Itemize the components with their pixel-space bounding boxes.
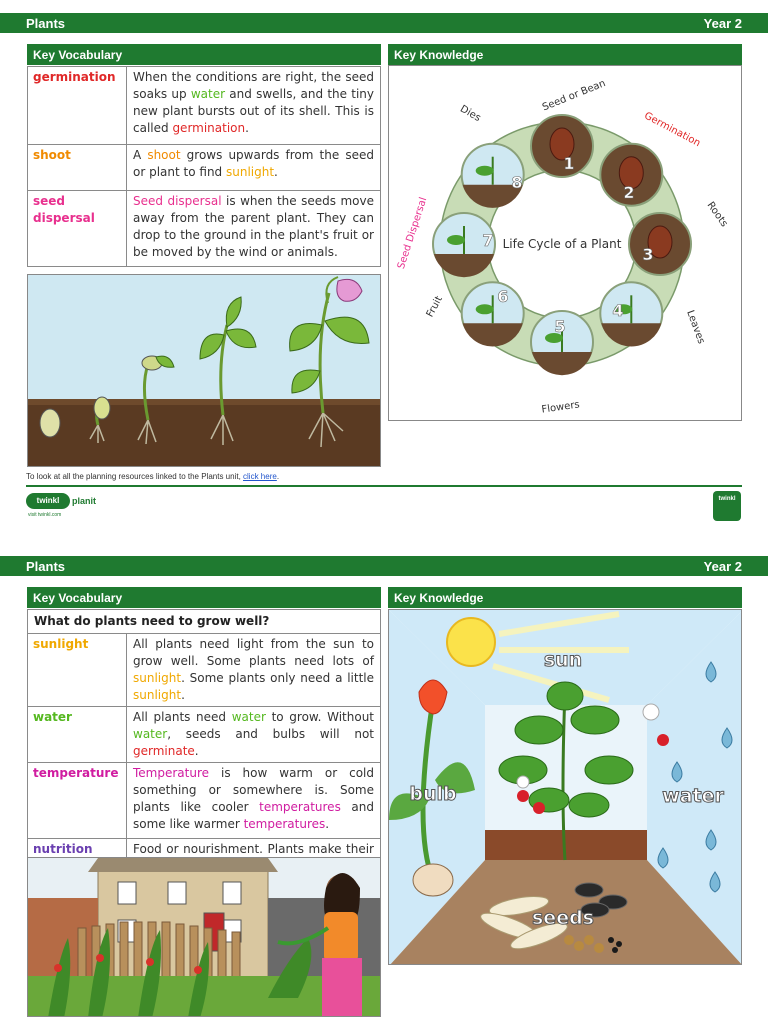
table-row <box>28 191 381 267</box>
def-highlight: temperatures <box>259 800 341 814</box>
germination-illustration <box>27 274 381 467</box>
def-text: to grow. Without <box>265 710 374 724</box>
term-nutrition: nutrition <box>28 839 127 881</box>
def-seed-dispersal <box>127 191 381 267</box>
table-row <box>28 610 381 634</box>
need-label-water: water <box>662 785 724 807</box>
table-row <box>28 763 381 839</box>
def-text: . <box>274 165 278 179</box>
term-temperature: temperature <box>28 763 127 839</box>
stage-image-6 <box>462 282 524 346</box>
term-seed-dispersal: seed dispersal <box>28 191 127 267</box>
table-row <box>28 707 381 763</box>
stage-label-3: Roots <box>704 199 730 230</box>
page2-knowledge-heading: Key Knowledge <box>388 587 742 608</box>
def-shoot <box>127 145 381 191</box>
page2-vocab-heading: Key Vocabulary <box>27 587 381 608</box>
def-germination <box>127 67 381 145</box>
def-highlight: sunlight <box>133 671 182 685</box>
def-text: and swells, and the tiny new plant bursts out of its shell. This is called <box>133 87 374 135</box>
page2-title: Plants <box>26 558 66 574</box>
def-text: is how warm or cold something or somewhere is. Some plants like cooler <box>133 766 374 814</box>
def-text: is when the seeds move away from the parent plant. They can drop to the ground in the plant's fruit or be moved by the wind or animals. <box>133 194 374 259</box>
badge-text: twinkl <box>718 496 736 502</box>
life-cycle-diagram <box>388 65 742 421</box>
planit-wordmark: planit <box>72 496 96 506</box>
stage-label-2: Germination <box>642 110 703 150</box>
def-text: . Some plants only need a little <box>181 671 374 685</box>
stage-number-7: 7 <box>482 231 494 250</box>
stage-label-7: Seed Dispersal <box>395 196 430 271</box>
footer-rule <box>26 485 742 487</box>
page1-vocab-heading: Key Vocabulary <box>27 44 381 65</box>
cycle-center-label: Life Cycle of a Plant <box>502 237 622 251</box>
def-highlight: germination <box>172 121 246 135</box>
def-highlight: sunlight <box>133 688 182 702</box>
stage-label-6: Fruit <box>424 294 445 320</box>
def-highlight: Temperature <box>133 766 210 780</box>
stage-label-5: Flowers <box>540 399 581 416</box>
page1-header-bar <box>0 13 768 33</box>
page1-year: Year 2 <box>703 15 742 31</box>
garden-scene-svg <box>28 858 381 1017</box>
footnote-end: . <box>276 472 280 481</box>
garden-illustration <box>27 857 381 1017</box>
need-label-bulb: bulb <box>409 783 457 805</box>
def-highlight: water <box>190 87 226 101</box>
stage-number-1: 1 <box>563 154 575 173</box>
page2-vocab-table <box>27 609 381 881</box>
planning-footnote <box>26 472 279 481</box>
stage-label-4: Leaves <box>684 308 707 346</box>
def-text: . <box>181 688 185 702</box>
logo-url: visit twinkl.com <box>28 512 62 518</box>
def-highlight: temperatures <box>243 817 326 831</box>
page2-header-bar <box>0 556 768 576</box>
def-water <box>127 707 381 763</box>
def-text: , seeds and bulbs will not <box>167 727 374 741</box>
stage-number-6: 6 <box>497 287 509 306</box>
def-text: . <box>325 817 330 831</box>
def-highlight: water <box>133 727 168 741</box>
stage-number-2: 2 <box>623 183 635 202</box>
term-water: water <box>28 707 127 763</box>
def-highlight: water <box>231 710 266 724</box>
table-row <box>28 145 381 191</box>
stage-number-3: 3 <box>642 245 654 264</box>
page1-vocab-table <box>27 66 381 267</box>
growth-question: What do plants need to grow well? <box>28 610 381 634</box>
def-highlight: shoot <box>147 148 181 162</box>
term-sunlight: sunlight <box>28 634 127 707</box>
def-text: When the conditions are right, the seed soaks up <box>133 70 374 101</box>
stage-image-1 <box>531 115 593 177</box>
def-highlight: germinate <box>133 744 195 758</box>
stage-number-8: 8 <box>511 173 523 192</box>
table-row <box>28 634 381 707</box>
twinkl-logo-badge: twinkl <box>26 493 70 509</box>
need-label-seeds: seeds <box>532 907 594 929</box>
def-text: grows upwards from the seed or plant to find <box>133 148 374 179</box>
def-text: and some like warmer <box>133 800 374 831</box>
def-text: . <box>194 744 199 758</box>
stage-number-4: 4 <box>612 301 624 320</box>
page1-title: Plants <box>26 15 66 31</box>
def-sunlight <box>127 634 381 707</box>
twinkl-quality-badge <box>713 491 741 521</box>
table-row <box>28 67 381 145</box>
def-highlight: Seed dispersal <box>133 194 222 208</box>
def-highlight: sunlight <box>225 165 275 179</box>
footnote-text: To look at all the planning resources linked to the Plants unit, <box>26 472 244 481</box>
def-text: All plants need light from the sun to grow well. Some plants need lots of <box>133 637 374 668</box>
stage-number-5: 5 <box>554 317 566 336</box>
life-cycle-svg <box>389 66 742 421</box>
stage-label-8: Dies <box>458 103 483 125</box>
stage-image-3 <box>629 213 691 275</box>
def-text: Food or nourishment. Plants make their <box>133 842 374 856</box>
page2-year: Year 2 <box>703 558 742 574</box>
plant-needs-diagram <box>388 609 742 965</box>
stage-image-4 <box>600 282 662 346</box>
def-text: All plants need <box>133 710 232 724</box>
germination-stages-svg <box>28 275 381 467</box>
seed-stage-1 <box>40 409 60 437</box>
def-temperature <box>127 763 381 839</box>
plant-needs-svg <box>389 610 742 965</box>
def-text: A <box>133 148 148 162</box>
term-germination: germination <box>28 67 127 145</box>
need-label-sun: sun <box>543 649 583 671</box>
term-shoot: shoot <box>28 145 127 191</box>
twinkl-planit-logo <box>26 491 106 521</box>
click-here-link[interactable]: click here <box>243 472 277 481</box>
stage-label-1: Seed or Bean <box>540 78 608 114</box>
def-text: . <box>245 121 249 135</box>
page1-knowledge-heading: Key Knowledge <box>388 44 742 65</box>
